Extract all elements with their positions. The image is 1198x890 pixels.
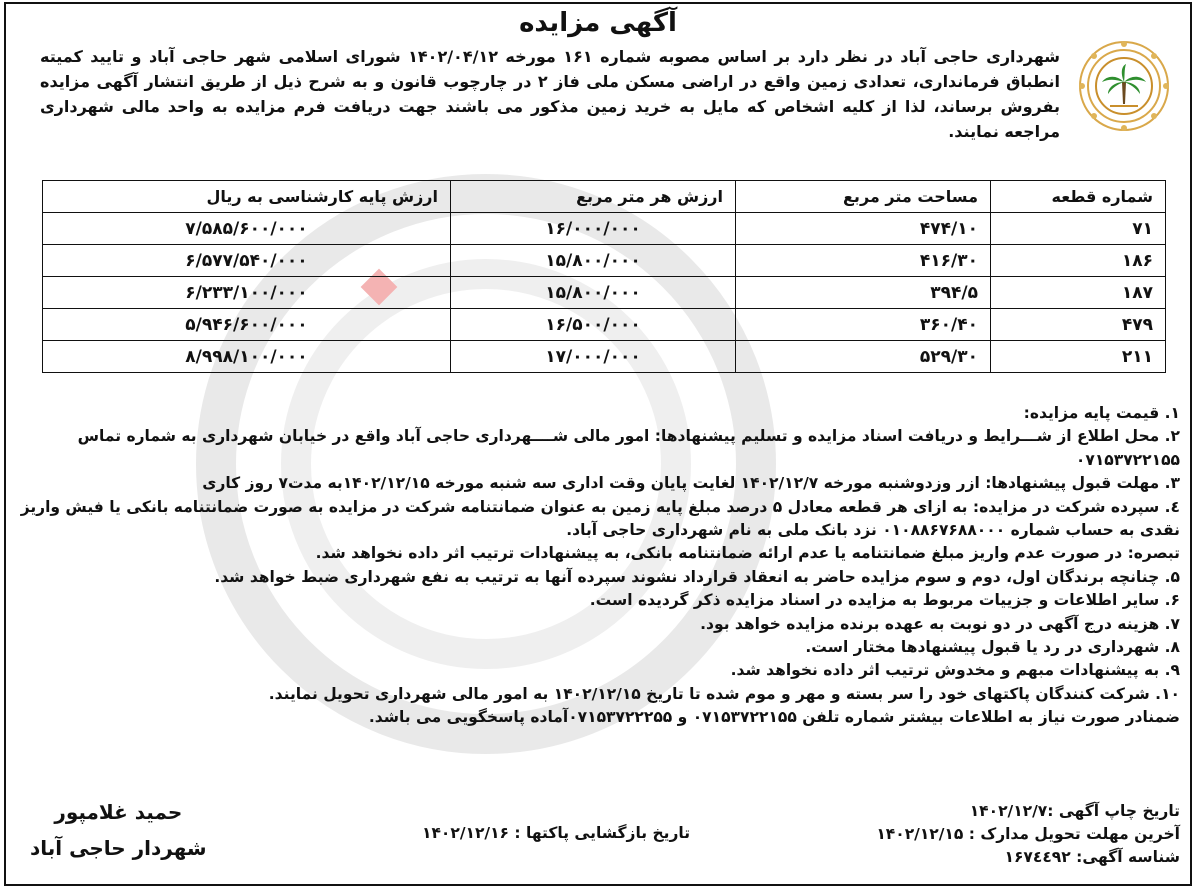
term-item: ۱۰. شرکت کنندگان پاکتهای خود را سر بسته و مهر و موم شده تا تاریخ ۱۴۰۲/۱۲/۱۵ به امور مالی شهرداری تحویل نمایند. (268, 684, 1180, 703)
signer-name: حمید غلامپور (54, 800, 183, 824)
price-cell: ۱۵/۸۰۰/۰۰۰ (451, 245, 736, 277)
table-row (43, 309, 1166, 341)
lot-number-cell: ۷۱ (991, 213, 1166, 245)
term-item: ۳. مهلت قبول پیشنهادها: ازر وزدوشنبه مورخه ۱۴۰۲/۱۲/۷ لغایت پایان وقت اداری سه شنبه مورخه ۱۴۰۲/۱۲/۱۵به مدت۷ روز کاری (202, 474, 1180, 493)
base-value-cell: ۶/۵۷۷/۵۴۰/۰۰۰ (43, 245, 451, 277)
price-cell: ۱۶/۰۰۰/۰۰۰ (451, 213, 736, 245)
price-cell: ۱۵/۸۰۰/۰۰۰ (451, 277, 736, 309)
terms-list (4, 402, 1180, 730)
base-value-cell: ۸/۹۹۸/۱۰۰/۰۰۰ (43, 341, 451, 373)
table-row (43, 341, 1166, 373)
table-header-row (43, 181, 1166, 213)
contact-note: ضمنادر صورت نیاز به اطلاعات بیشتر شماره تلفن ۰۷۱۵۳۷۲۲۱۵۵ و ۰۷۱۵۳۷۲۲۲۵۵آماده پاسخگویی می باشد. (368, 708, 1180, 727)
intro-paragraph: شهرداری حاجی آباد در نظر دارد بر اساس مصوبه شماره ۱۶۱ مورخه ۱۴۰۲/۰۴/۱۲ شورای اسلامی شهر حاجی آباد و تایید کمیته انطباق فرمانداری، تعدادی زمین واقع در اراضی مسکن ملی فاز ۲ در چارچوب قانون و به شرح ذیل از طریق انتشار آگهی مزایده بفروش برساند، لذا از کلیه اشخاص که مایل به خرید زمین مذکور می باشند جهت دریافت فرم مزایده به واحد مالی شهرداری مراجعه نمایند. (40, 47, 1061, 141)
signature-block (30, 794, 207, 866)
header-price-per-meter: ارزش هر متر مربع (451, 181, 736, 213)
signer-position: شهردار حاجی آباد (30, 836, 207, 860)
area-cell: ۳۶۰/۴۰ (736, 309, 991, 341)
term-item: ۱. قیمت پایه مزایده: (1023, 404, 1180, 422)
page-title: آگهی مزایده (519, 8, 677, 38)
advertisement-page (4, 2, 1192, 886)
price-cell: ۱۷/۰۰۰/۰۰۰ (451, 341, 736, 373)
header-lot-number: شماره قطعه (991, 181, 1166, 213)
lots-table (42, 180, 1166, 373)
term-item: ۸. شهرداری در رد یا قبول پیشنهادها مختار است. (805, 638, 1180, 657)
municipality-logo (1076, 38, 1172, 134)
term-item: ۵. چنانچه برندگان اول، دوم و سوم مزایده حاضر به انعقاد قرارداد نشوند سپرده آنها به ترتیب به نفع شهرداری ضبط خواهد شد. (214, 567, 1180, 586)
lot-number-cell: ۴۷۹ (991, 309, 1166, 341)
term-note: تبصره: در صورت عدم واریز مبلغ ضمانتنامه یا عدم ارائه ضمانتنامه بانکی، به پیشنهادات ترتیب اثر داده نخواهد شد. (315, 544, 1180, 563)
term-item: ۹. به پیشنهادات مبهم و مخدوش ترتیب اثر داده نخواهد شد. (730, 661, 1180, 680)
header-area: مساحت متر مربع (736, 181, 991, 213)
lot-number-cell: ۲۱۱ (991, 341, 1166, 373)
print-date: تاریخ چاپ آگهی :۱۴۰۲/۱۲/۷ (969, 802, 1180, 820)
table-row (43, 245, 1166, 277)
area-cell: ۴۷۴/۱۰ (736, 213, 991, 245)
header-base-value: ارزش پایه کارشناسی به ریال (43, 181, 451, 213)
opening-date: تاریخ بازگشایی پاکتها : ۱۴۰۲/۱۲/۱۶ (422, 824, 691, 842)
term-item: ۶. سایر اطلاعات و جزییات مربوط به مزایده در اسناد مزایده ذکر گردیده است. (589, 591, 1180, 610)
term-item: ٤. سپرده شرکت در مزایده: به ازای هر قطعه معادل ۵ درصد مبلغ پایه زمین به عنوان ضمانتنامه شرکت در مزایده به صورت ضمانتنامه بانکی یا فیش واریز نقدی به حساب شماره ۰۱۰۸۸۶۷۶۸۸۰۰۰ نزد بانک ملی به نام شهرداری حاجی آباد. (20, 497, 1180, 540)
deadline-date: آخرین مهلت تحویل مدارک : ۱۴۰۲/۱۲/۱۵ (876, 825, 1180, 843)
table-row (43, 213, 1166, 245)
area-cell: ۵۲۹/۳۰ (736, 341, 991, 373)
base-value-cell: ۶/۲۳۳/۱۰۰/۰۰۰ (43, 277, 451, 309)
area-cell: ۳۹۴/۵ (736, 277, 991, 309)
term-item: ۷. هزینه درج آگهی در دو نوبت به عهده برنده مزایده خواهد بود. (700, 614, 1180, 633)
price-cell: ۱۶/۵۰۰/۰۰۰ (451, 309, 736, 341)
base-value-cell: ۵/۹۴۶/۶۰۰/۰۰۰ (43, 309, 451, 341)
area-cell: ۴۱۶/۳۰ (736, 245, 991, 277)
table-row (43, 277, 1166, 309)
lot-number-cell: ۱۸۷ (991, 277, 1166, 309)
term-item: ۲. محل اطلاع از شـــرایط و دریافت اسناد مزایده و تسلیم پیشنهادها: امور مالی شــــهرداری حاجی آباد واقع در خیابان شهرداری به شماره تماس ۰۷۱۵۳۷۲۲۱۵۵ (77, 427, 1180, 469)
base-value-cell: ۷/۵۸۵/۶۰۰/۰۰۰ (43, 213, 451, 245)
ad-id: شناسه آگهی: ۱۶۷٤٤۹۲ (1004, 848, 1180, 866)
lot-number-cell: ۱۸۶ (991, 245, 1166, 277)
